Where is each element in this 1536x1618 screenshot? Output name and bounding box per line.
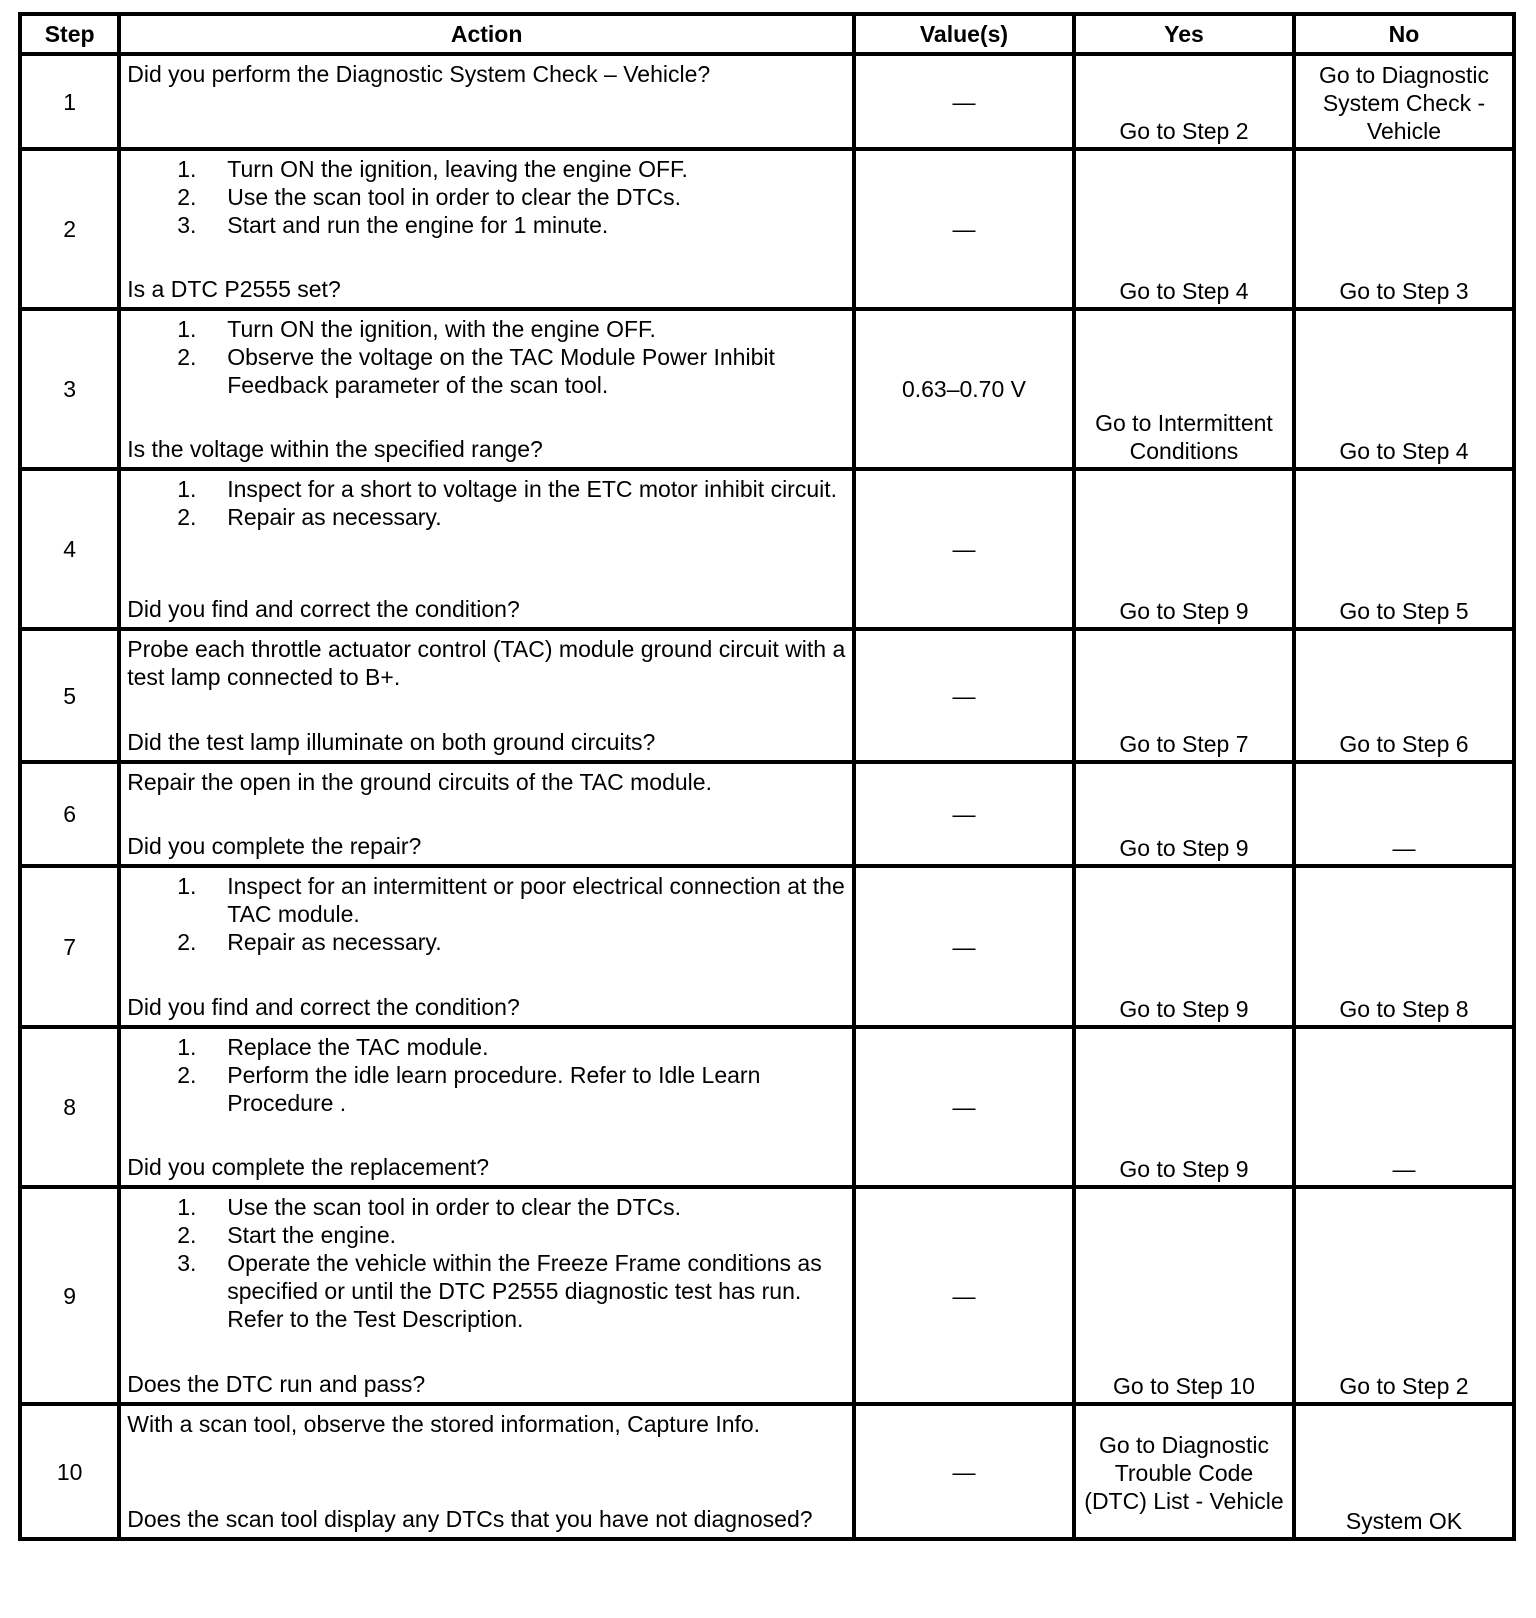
action-cell	[119, 1187, 854, 1404]
table-row	[20, 1027, 1514, 1187]
step-number: 10	[20, 1404, 119, 1539]
action-content	[127, 1193, 846, 1398]
no-result: Go to Step 6	[1294, 629, 1514, 762]
value-cell: —	[854, 866, 1074, 1027]
action-step-list	[127, 475, 846, 531]
table-row	[20, 149, 1514, 309]
action-instructions	[127, 635, 846, 691]
yes-result: Go to Step 4	[1074, 149, 1294, 309]
action-question: Does the scan tool display any DTCs that you have not diagnosed?	[127, 1506, 813, 1532]
action-question: Did you complete the replacement?	[127, 1154, 490, 1180]
no-result: Go to Step 8	[1294, 866, 1514, 1027]
value-cell: —	[854, 629, 1074, 762]
action-step-item	[127, 315, 846, 343]
action-step-number: 2.	[177, 184, 197, 210]
action-content	[127, 60, 846, 143]
action-step-item	[127, 1221, 846, 1249]
yes-result: Go to Step 9	[1074, 866, 1294, 1027]
header-step: Step	[20, 14, 119, 54]
action-cell	[119, 1027, 854, 1187]
action-step-item	[127, 475, 846, 503]
action-step-number: 2.	[177, 929, 197, 955]
action-question: Did the test lamp illuminate on both ground circuits?	[127, 729, 656, 755]
no-result: —	[1294, 762, 1514, 866]
action-step-item	[127, 155, 846, 183]
header-action: Action	[119, 14, 854, 54]
action-content	[127, 872, 846, 1021]
yes-result: Go to Step 10	[1074, 1187, 1294, 1404]
action-step-text: Observe the voltage on the TAC Module Power Inhibit Feedback parameter of the scan tool.	[227, 344, 775, 398]
action-instructions	[127, 1193, 846, 1333]
action-step-number: 1.	[177, 1194, 197, 1220]
action-cell	[119, 866, 854, 1027]
no-result: Go to Step 3	[1294, 149, 1514, 309]
action-instructions	[127, 768, 846, 796]
action-step-number: 1.	[177, 1034, 197, 1060]
value-cell: —	[854, 762, 1074, 866]
action-instructions	[127, 1410, 846, 1438]
action-content	[127, 1033, 846, 1181]
action-instructions	[127, 475, 846, 531]
action-step-item	[127, 1193, 846, 1221]
action-step-item	[127, 872, 846, 928]
action-step-text: Use the scan tool in order to clear the DTCs.	[227, 1194, 682, 1220]
action-step-number: 2.	[177, 1222, 197, 1248]
no-result: Go to Step 5	[1294, 469, 1514, 629]
yes-result: Go to Diagnostic Trouble Code (DTC) List - Vehicle	[1074, 1404, 1294, 1539]
value-cell: —	[854, 1404, 1074, 1539]
action-step-number: 1.	[177, 873, 197, 899]
action-instructions	[127, 60, 846, 88]
yes-result: Go to Step 7	[1074, 629, 1294, 762]
table-row	[20, 1187, 1514, 1404]
action-step-number: 2.	[177, 344, 197, 370]
action-content	[127, 315, 846, 463]
action-question: Did you find and correct the condition?	[127, 994, 520, 1020]
action-step-text: Inspect for an intermittent or poor electrical connection at the TAC module.	[227, 873, 845, 927]
no-result: System OK	[1294, 1404, 1514, 1539]
action-step-item	[127, 343, 846, 399]
header-no: No	[1294, 14, 1514, 54]
action-step-list	[127, 155, 846, 239]
step-number: 7	[20, 866, 119, 1027]
action-step-text: Start and run the engine for 1 minute.	[227, 212, 609, 238]
action-step-number: 1.	[177, 156, 197, 182]
action-cell	[119, 149, 854, 309]
step-number: 4	[20, 469, 119, 629]
action-step-text: Repair as necessary.	[227, 504, 442, 530]
value-cell: —	[854, 54, 1074, 149]
value-cell: —	[854, 1187, 1074, 1404]
action-step-list	[127, 315, 846, 399]
step-number: 5	[20, 629, 119, 762]
step-number: 1	[20, 54, 119, 149]
action-step-text: Inspect for a short to voltage in the ETC motor inhibit circuit.	[227, 476, 838, 502]
no-result: —	[1294, 1027, 1514, 1187]
action-instructions	[127, 315, 846, 399]
table-row	[20, 762, 1514, 866]
action-step-item	[127, 1249, 846, 1333]
value-cell: —	[854, 149, 1074, 309]
action-step-text: Start the engine.	[227, 1222, 397, 1248]
action-content	[127, 475, 846, 623]
action-cell	[119, 629, 854, 762]
yes-result: Go to Intermittent Conditions	[1074, 309, 1294, 469]
action-step-number: 2.	[177, 504, 197, 530]
action-instructions	[127, 1033, 846, 1117]
action-step-list	[127, 1193, 846, 1333]
table-row	[20, 1404, 1514, 1539]
no-result: Go to Diagnostic System Check - Vehicle	[1294, 54, 1514, 149]
action-cell	[119, 1404, 854, 1539]
yes-result: Go to Step 9	[1074, 469, 1294, 629]
value-cell: 0.63–0.70 V	[854, 309, 1074, 469]
diagnostic-table	[18, 12, 1516, 1541]
action-cell	[119, 469, 854, 629]
action-step-item	[127, 183, 846, 211]
action-question: Did you find and correct the condition?	[127, 596, 520, 622]
table-body	[20, 54, 1514, 1539]
action-content	[127, 1410, 846, 1533]
header-yes: Yes	[1074, 14, 1294, 54]
action-step-number: 3.	[177, 1250, 197, 1276]
yes-result: Go to Step 9	[1074, 762, 1294, 866]
action-question: Is a DTC P2555 set?	[127, 276, 341, 302]
action-content	[127, 155, 846, 303]
action-step-text: Turn ON the ignition, leaving the engine OFF.	[227, 156, 688, 182]
value-cell: —	[854, 1027, 1074, 1187]
action-step-number: 1.	[177, 316, 197, 342]
action-step-text: Repair as necessary.	[227, 929, 442, 955]
action-question: Did you complete the repair?	[127, 833, 422, 859]
action-cell	[119, 54, 854, 149]
action-lead-text: Did you perform the Diagnostic System Check – Vehicle?	[127, 61, 711, 87]
yes-result: Go to Step 2	[1074, 54, 1294, 149]
action-instructions	[127, 155, 846, 239]
step-number: 2	[20, 149, 119, 309]
action-step-text: Replace the TAC module.	[227, 1034, 489, 1060]
value-cell: —	[854, 469, 1074, 629]
action-content	[127, 768, 846, 860]
action-step-list	[127, 1033, 846, 1117]
step-number: 3	[20, 309, 119, 469]
step-number: 8	[20, 1027, 119, 1187]
action-step-text: Perform the idle learn procedure. Refer to Idle Learn Procedure .	[227, 1062, 761, 1116]
step-number: 6	[20, 762, 119, 866]
action-step-number: 1.	[177, 476, 197, 502]
action-step-item	[127, 503, 846, 531]
action-step-text: Operate the vehicle within the Freeze Frame conditions as specified or until the DTC P2555 diagnostic test has run. Refer to the Test Description.	[227, 1250, 822, 1332]
action-step-text: Turn ON the ignition, with the engine OFF.	[227, 316, 656, 342]
action-step-item	[127, 211, 846, 239]
action-content	[127, 635, 846, 756]
table-row	[20, 866, 1514, 1027]
action-instructions	[127, 872, 846, 956]
step-number: 9	[20, 1187, 119, 1404]
table-row	[20, 54, 1514, 149]
action-lead-text: With a scan tool, observe the stored information, Capture Info.	[127, 1411, 761, 1437]
action-question: Does the DTC run and pass?	[127, 1371, 426, 1397]
action-step-item	[127, 1033, 846, 1061]
action-lead-text: Repair the open in the ground circuits of the TAC module.	[127, 769, 712, 795]
action-cell	[119, 309, 854, 469]
action-cell	[119, 762, 854, 866]
yes-result: Go to Step 9	[1074, 1027, 1294, 1187]
table-row	[20, 309, 1514, 469]
action-question: Is the voltage within the specified range?	[127, 436, 543, 462]
table-row	[20, 469, 1514, 629]
table-row	[20, 629, 1514, 762]
action-step-number: 3.	[177, 212, 197, 238]
action-step-item	[127, 1061, 846, 1117]
action-step-list	[127, 872, 846, 956]
action-step-number: 2.	[177, 1062, 197, 1088]
header-row	[20, 14, 1514, 54]
action-step-text: Use the scan tool in order to clear the DTCs.	[227, 184, 682, 210]
no-result: Go to Step 4	[1294, 309, 1514, 469]
action-step-item	[127, 928, 846, 956]
header-values: Value(s)	[854, 14, 1074, 54]
no-result: Go to Step 2	[1294, 1187, 1514, 1404]
action-lead-text: Probe each throttle actuator control (TAC) module ground circuit with a test lamp connected to B+.	[127, 636, 846, 690]
